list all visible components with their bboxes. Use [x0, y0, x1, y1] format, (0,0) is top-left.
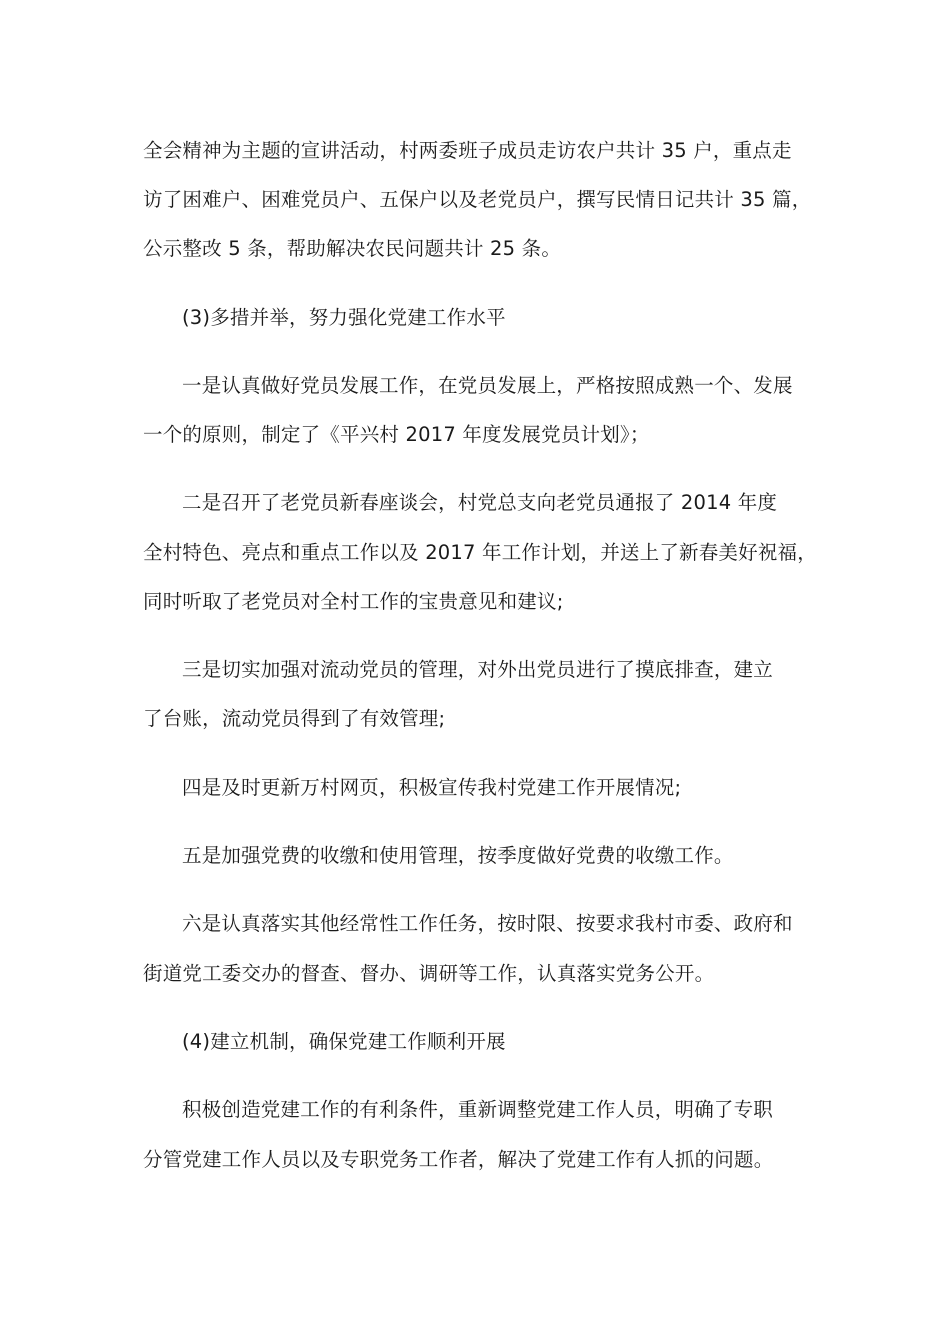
paragraph-line: 全会精神为主题的宣讲活动，村两委班子成员走访农户共计 35 户，重点走 — [143, 139, 792, 162]
paragraph-line: 分管党建工作人员以及专职党务工作者，解决了党建工作有人抓的问题。 — [143, 1148, 774, 1171]
section-heading: (3)多措并举，努力强化党建工作水平 — [182, 306, 506, 329]
paragraph-line: 三是切实加强对流动党员的管理，对外出党员进行了摸底排查，建立 — [182, 658, 774, 681]
paragraph-line: 四是及时更新万村网页，积极宣传我村党建工作开展情况; — [182, 776, 682, 799]
paragraph-line: 全村特色、亮点和重点工作以及 2017 年工作计划，并送上了新春美好祝福， — [143, 541, 817, 564]
section-heading: (4)建立机制，确保党建工作顺利开展 — [182, 1030, 506, 1053]
paragraph-line: 公示整改 5 条，帮助解决农民问题共计 25 条。 — [143, 237, 562, 260]
paragraph-line: 同时听取了老党员对全村工作的宝贵意见和建议; — [143, 590, 564, 613]
paragraph-line: 街道党工委交办的督查、督办、调研等工作，认真落实党务公开。 — [143, 962, 715, 985]
paragraph-line: 了台账，流动党员得到了有效管理; — [143, 707, 446, 730]
paragraph-line: 五是加强党费的收缴和使用管理，按季度做好党费的收缴工作。 — [182, 844, 734, 867]
paragraph-line: 二是召开了老党员新春座谈会，村党总支向老党员通报了 2014 年度 — [182, 491, 778, 514]
paragraph-line: 积极创造党建工作的有利条件，重新调整党建工作人员，明确了专职 — [182, 1098, 774, 1121]
paragraph-line: 一个的原则，制定了《平兴村 2017 年度发展党员计划》； — [143, 423, 650, 446]
paragraph-line: 一是认真做好党员发展工作，在党员发展上，严格按照成熟一个、发展 — [182, 374, 793, 397]
paragraph-line: 访了困难户、困难党员户、五保户以及老党员户，撰写民情日记共计 35 篇， — [143, 188, 812, 211]
paragraph-line: 六是认真落实其他经常性工作任务，按时限、按要求我村市委、政府和 — [182, 912, 793, 935]
